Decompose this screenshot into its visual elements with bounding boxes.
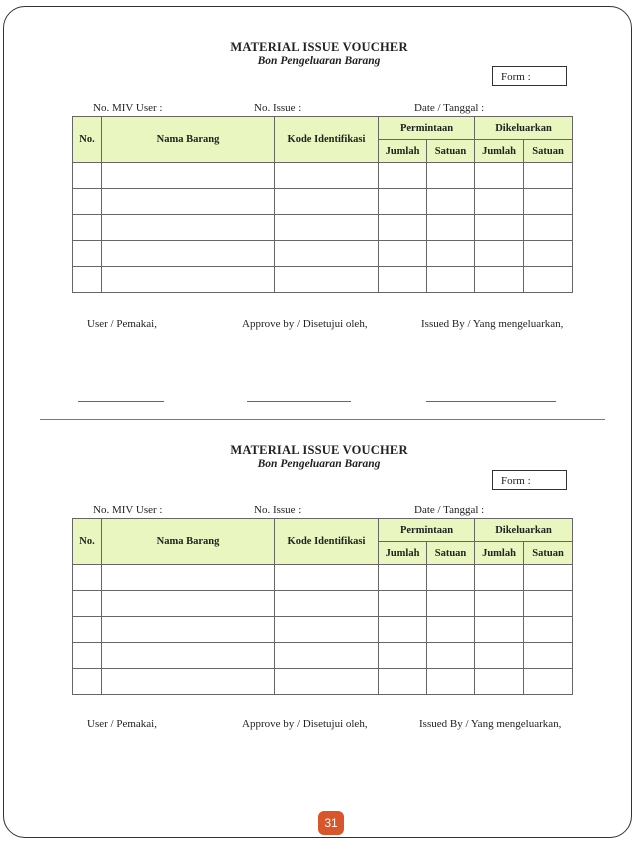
table-row <box>73 643 573 669</box>
voucher-subtitle: Bon Pengeluaran Barang <box>257 55 381 67</box>
signature-line-issued <box>426 401 556 402</box>
signature-issued-label: Issued By / Yang mengeluarkan, <box>421 318 564 330</box>
voucher-subtitle: Bon Pengeluaran Barang <box>257 458 381 470</box>
col-header-satuan: Satuan <box>524 140 573 163</box>
signature-line-approve <box>247 401 351 402</box>
col-header-no: No. <box>73 117 102 163</box>
col-header-kode: Kode Identifikasi <box>275 519 379 565</box>
col-header-dikeluarkan: Dikeluarkan <box>475 519 573 542</box>
form-number-box[interactable]: Form : <box>492 66 567 86</box>
signature-user-label: User / Pemakai, <box>87 718 157 730</box>
table-row <box>73 241 573 267</box>
date-label: Date / Tanggal : <box>414 504 485 516</box>
table-row <box>73 163 573 189</box>
date-label: Date / Tanggal : <box>414 102 485 114</box>
col-header-nama-barang: Nama Barang <box>102 117 275 163</box>
signature-approve-label: Approve by / Disetujui oleh, <box>242 318 368 330</box>
table-row <box>73 267 573 293</box>
table-row <box>73 669 573 695</box>
signature-line-user <box>78 401 164 402</box>
signature-issued-label: Issued By / Yang mengeluarkan, <box>419 718 562 730</box>
col-header-dikeluarkan: Dikeluarkan <box>475 117 573 140</box>
col-header-kode: Kode Identifikasi <box>275 117 379 163</box>
col-header-jumlah: Jumlah <box>475 140 524 163</box>
col-header-jumlah: Jumlah <box>379 140 427 163</box>
col-header-permintaan: Permintaan <box>379 519 475 542</box>
table-row <box>73 189 573 215</box>
issue-number-label: No. Issue : <box>254 102 302 114</box>
page-number-badge: 31 <box>318 811 344 835</box>
table-row <box>73 565 573 591</box>
voucher-title: MATERIAL ISSUE VOUCHER <box>230 40 408 54</box>
signature-approve-label: Approve by / Disetujui oleh, <box>242 718 368 730</box>
col-header-no: No. <box>73 519 102 565</box>
items-table <box>72 518 573 695</box>
col-header-permintaan: Permintaan <box>379 117 475 140</box>
cut-divider <box>40 419 605 420</box>
col-header-satuan: Satuan <box>524 542 573 565</box>
items-table <box>72 116 573 293</box>
form-number-box[interactable]: Form : <box>492 470 567 490</box>
col-header-jumlah: Jumlah <box>475 542 524 565</box>
col-header-nama-barang: Nama Barang <box>102 519 275 565</box>
table-row <box>73 617 573 643</box>
signature-user-label: User / Pemakai, <box>87 318 157 330</box>
voucher-title: MATERIAL ISSUE VOUCHER <box>230 443 408 457</box>
miv-user-label: No. MIV User : <box>93 102 163 114</box>
issue-number-label: No. Issue : <box>254 504 302 516</box>
table-row <box>73 215 573 241</box>
col-header-jumlah: Jumlah <box>379 542 427 565</box>
col-header-satuan: Satuan <box>427 542 475 565</box>
miv-user-label: No. MIV User : <box>93 504 163 516</box>
col-header-satuan: Satuan <box>427 140 475 163</box>
table-row <box>73 591 573 617</box>
